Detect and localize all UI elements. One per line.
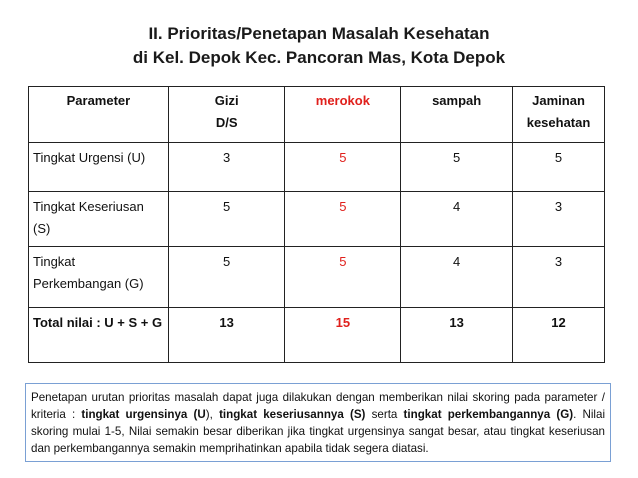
cell-jaminan-total: 12 [513,308,605,363]
table-header-row [29,87,605,143]
table-row [29,247,605,308]
header-merokok: merokok [285,87,401,143]
table-row-total [29,308,605,363]
priority-table [28,86,605,363]
cell-sampah: 4 [401,247,513,308]
cell-merokok-total: 15 [285,308,401,363]
cell-merokok: 5 [285,143,401,192]
cell-jaminan: 3 [513,247,605,308]
row-label-total: Total nilai : U + S + G [29,308,169,363]
cell-gizi: 5 [168,247,285,308]
title-line-2: di Kel. Depok Kec. Pancoran Mas, Kota Depok [132,48,506,67]
cell-gizi-total: 13 [168,308,285,363]
row-label: Tingkat Urgensi (U) [29,143,169,192]
note-text: serta [365,408,404,421]
cell-sampah: 5 [401,143,513,192]
note-text: Penetapan urutan prioritas masalah dapat juga dilakukan dengan memberikan nilai skoring pada parameter / kriteria : [31,391,605,421]
title-line-1: II. Prioritas/Penetapan Masalah Kesehatan [148,24,490,43]
note-keseriusan: tingkat keseriusannya (S) [219,408,366,421]
cell-merokok: 5 [285,247,401,308]
table-row [29,143,605,192]
page-title [0,22,638,70]
table-row [29,192,605,247]
note-perkembangan: tingkat perkembangannya (G) [403,408,574,421]
cell-sampah: 4 [401,192,513,247]
row-label: Tingkat Keseriusan (S) [29,192,169,247]
header-jaminan: Jaminan kesehatan [513,87,605,143]
explanation-note [25,383,611,462]
note-text: ), [205,408,220,421]
cell-jaminan: 5 [513,143,605,192]
cell-gizi: 5 [168,192,285,247]
cell-merokok: 5 [285,192,401,247]
cell-sampah-total: 13 [401,308,513,363]
note-urgensi: tingkat urgensinya (U [81,408,206,421]
header-sampah: sampah [401,87,513,143]
row-label: Tingkat Perkembangan (G) [29,247,169,308]
header-parameter: Parameter [29,87,169,143]
note-text: . Nilai skoring mulai 1-5, Nilai semakin besar diberikan jika tingkat urgensinya sangat besar, atau tingkat keseriusan dan perkembangannya semakin memprihatinkan apabila tidak segera diatasi. [31,408,606,455]
cell-gizi: 3 [168,143,285,192]
header-gizi: Gizi D/S [168,87,285,143]
cell-jaminan: 3 [513,192,605,247]
